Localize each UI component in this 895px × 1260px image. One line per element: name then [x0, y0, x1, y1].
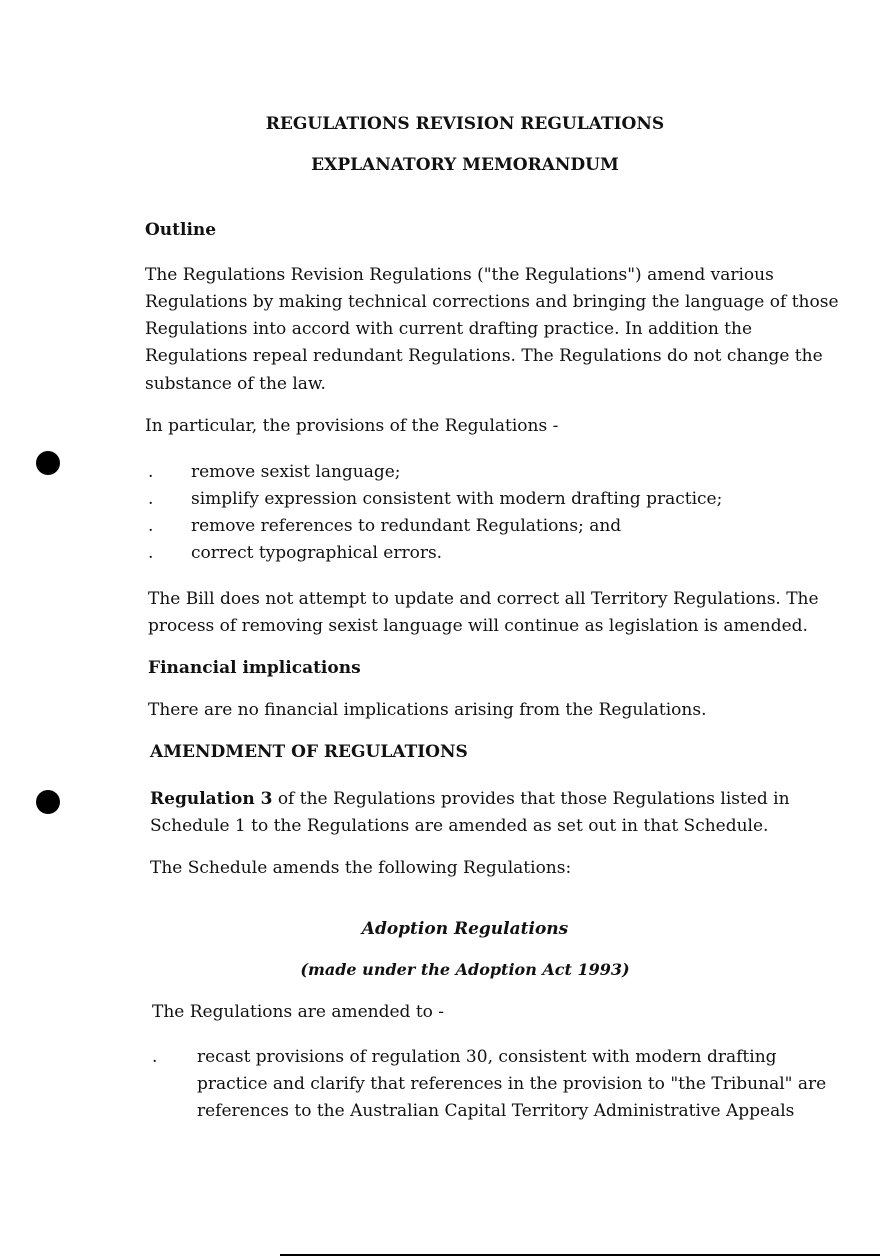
- adoption-bullet-line: practice and clarify that references in the provision to "the Tribunal" are: [197, 1074, 827, 1094]
- outline-line: The Regulations Revision Regulations ("the Regulations") amend various: [145, 265, 774, 285]
- outline-line: Regulations repeal redundant Regulations. The Regulations do not change the: [145, 346, 823, 366]
- outline-line: Regulations by making technical corrections and bringing the language of those: [145, 292, 839, 312]
- provision-bullet: correct typographical errors.: [191, 543, 443, 563]
- adoption-intro: The Regulations are amended to -: [152, 1002, 445, 1022]
- regulation-3-label: Regulation 3: [150, 789, 273, 809]
- punch-hole-top: [36, 451, 60, 475]
- adoption-bullet-line: recast provisions of regulation 30, consistent with modern drafting: [197, 1047, 777, 1067]
- bill-line: process of removing sexist language will continue as legislation is amended.: [148, 616, 808, 636]
- document-subtitle: EXPLANATORY MEMORANDUM: [311, 155, 619, 175]
- provisions-intro: In particular, the provisions of the Regulations -: [145, 416, 559, 436]
- bullet-marker: .: [148, 462, 154, 482]
- amendment-heading: AMENDMENT OF REGULATIONS: [150, 742, 468, 762]
- provision-bullet: remove references to redundant Regulations; and: [191, 516, 622, 536]
- scan-edge-line: [280, 1254, 880, 1256]
- financial-heading: Financial implications: [148, 658, 361, 678]
- adoption-title: Adoption Regulations: [361, 919, 569, 939]
- document-title: REGULATIONS REVISION REGULATIONS: [265, 114, 665, 134]
- bill-line: The Bill does not attempt to update and correct all Territory Regulations. The: [148, 589, 819, 609]
- outline-line: substance of the law.: [145, 374, 326, 394]
- provision-bullet: simplify expression consistent with modern drafting practice;: [191, 489, 723, 509]
- regulation-3-line: [150, 788, 790, 810]
- bullet-marker: .: [152, 1047, 158, 1067]
- adoption-subtitle: (made under the Adoption Act 1993): [300, 960, 630, 979]
- schedule-text: The Schedule amends the following Regulations:: [150, 858, 572, 878]
- adoption-bullet-line: references to the Australian Capital Territory Administrative Appeals: [197, 1101, 795, 1121]
- punch-hole-bottom: [36, 790, 60, 814]
- outline-line: Regulations into accord with current drafting practice. In addition the: [145, 319, 753, 339]
- financial-text: There are no financial implications arising from the Regulations.: [148, 700, 707, 720]
- bullet-marker: .: [148, 489, 154, 509]
- regulation-3-text: of the Regulations provides that those Regulations listed in: [272, 789, 790, 809]
- bullet-marker: .: [148, 543, 154, 563]
- outline-heading: Outline: [145, 220, 217, 240]
- regulation-3-line-2: Schedule 1 to the Regulations are amended as set out in that Schedule.: [150, 816, 769, 836]
- provision-bullet: remove sexist language;: [191, 462, 401, 482]
- bullet-marker: .: [148, 516, 154, 536]
